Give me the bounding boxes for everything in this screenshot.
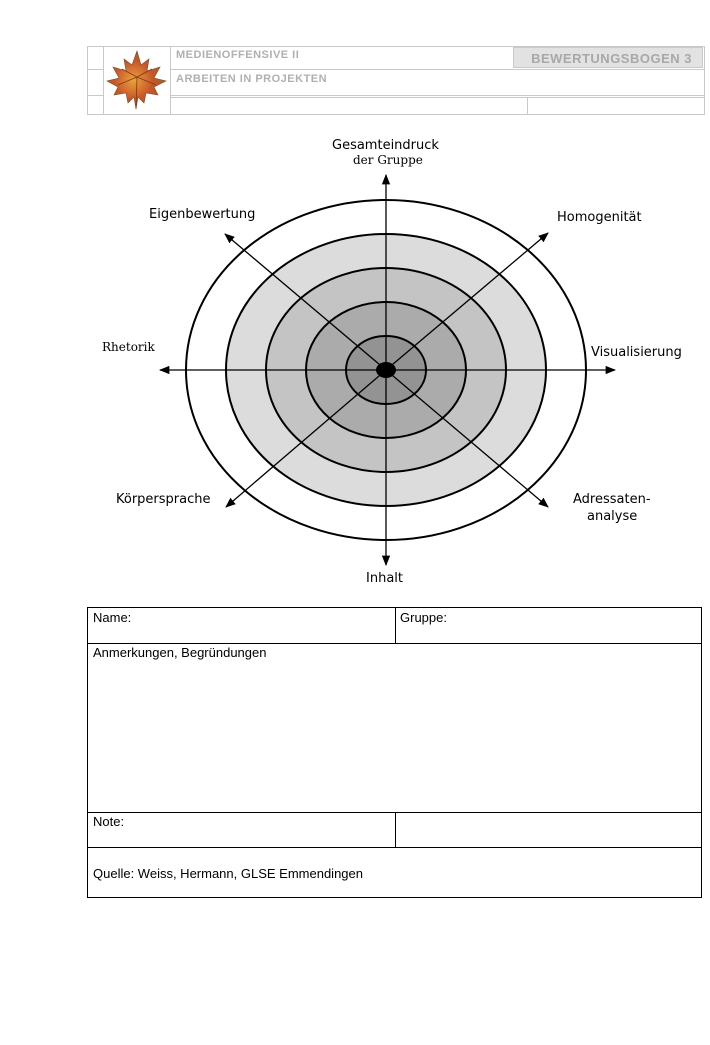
header-divider <box>170 46 171 115</box>
label-top-2: der Gruppe <box>353 153 423 167</box>
form-divider-1 <box>395 608 396 643</box>
form-divider-2 <box>395 812 396 847</box>
header-cell-b <box>87 70 104 96</box>
header-cell-c <box>87 96 104 115</box>
label-bottom: Inhalt <box>366 571 403 586</box>
name-field-label: Name: <box>93 610 132 625</box>
target-rings <box>95 130 695 595</box>
source-text: Quelle: Weiss, Hermann, GLSE Emmendingen <box>93 866 363 881</box>
label-bottom-left: Körpersprache <box>116 492 211 507</box>
form-rule-1 <box>88 643 701 644</box>
grade-field-label: Note: <box>93 814 125 829</box>
sheet-label: BEWERTUNGSBOGEN 3 <box>531 51 692 66</box>
sheet-label-box <box>513 47 703 68</box>
label-bottom-right-1: Adressaten- <box>573 492 651 507</box>
label-top-right: Homogenität <box>557 210 642 225</box>
remarks-field-label: Anmerkungen, Begründungen <box>93 645 267 660</box>
header-divider-2 <box>527 97 528 115</box>
document-header <box>87 46 705 115</box>
group-field-label: Gruppe: <box>400 610 447 625</box>
header-title-1: MEDIENOFFENSIVE II <box>176 49 300 61</box>
header-rule-1 <box>171 69 705 70</box>
evaluation-diagram <box>95 130 695 595</box>
label-right: Visualisierung <box>591 345 682 360</box>
form-rule-3 <box>88 847 701 848</box>
header-title-2: ARBEITEN IN PROJEKTEN <box>176 73 328 85</box>
header-rule-2 <box>171 95 705 98</box>
label-bottom-right-2: analyse <box>587 509 638 524</box>
maple-leaf-icon <box>104 47 170 113</box>
label-top-1: Gesamteindruck <box>332 138 439 153</box>
label-top-left: Eigenbewertung <box>149 207 256 222</box>
header-cell-a <box>87 46 104 70</box>
evaluation-form <box>87 607 702 898</box>
label-left: Rhetorik <box>102 340 155 354</box>
center-dot <box>376 362 396 378</box>
